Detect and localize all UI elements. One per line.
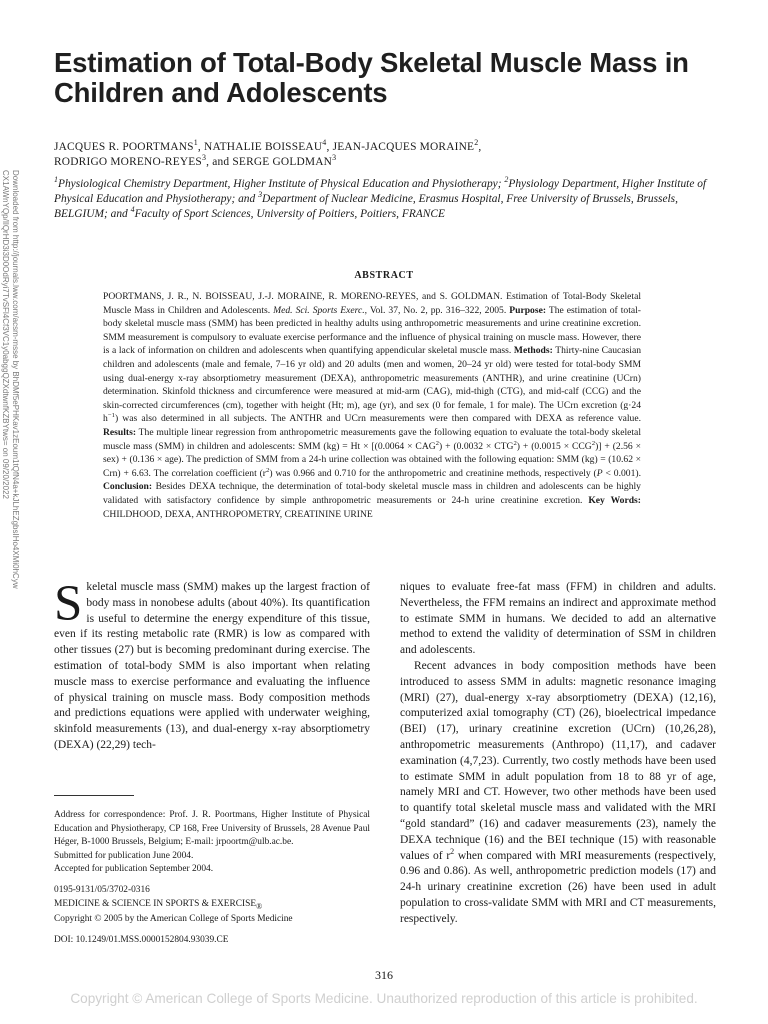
abstract-journal: Med. Sci. Sports Exerc., <box>273 304 368 316</box>
body-paragraph <box>400 659 716 928</box>
author-name: JACQUES R. POORTMANS <box>54 141 194 153</box>
author-name: SERGE GOLDMAN <box>232 156 333 168</box>
affiliation-number: 2 <box>504 175 509 185</box>
keywords-text: CHILDHOOD, DEXA, ANTHROPOMETRY, CREATININE URINE <box>103 508 373 520</box>
body-column-right <box>400 580 716 928</box>
results-text: ) + (0.0032 × CTG <box>439 440 514 452</box>
download-notice-line-1: Downloaded from http://journals.lww.com/acsm-msse by BhDMf5ePHKav1zEoum1tQfN4a+kJLhEZgbsIHo4XMi0hCyw <box>11 170 20 589</box>
trademark: ® <box>256 901 263 911</box>
superscript: −1 <box>107 412 115 420</box>
purpose-text: The estimation of total-body skeletal muscle mass (SMM) has been predicted in healthy adults using anthropometric measurements and urine creatinine excretion. SMM measurement is compulsory to evaluate exercise performance and the influence of physical training on muscle mass. However, there is a lack of information on children and adolescents when quantifying appendicular skeletal muscle mass. <box>103 304 641 357</box>
affiliation-text: Department of Nuclear Medicine, Erasmus Hospital, Free University of Brussels, Brussels, BELGIUM; and <box>54 193 678 220</box>
author-name: NATHALIE BOISSEAU <box>204 141 323 153</box>
accepted-note: Accepted for publication September 2004. <box>54 864 214 875</box>
page-number: 316 <box>375 968 393 982</box>
keywords-label: Key Words: <box>588 494 641 506</box>
drop-cap: S <box>54 576 83 632</box>
abstract-body <box>103 290 641 521</box>
author-affiliation-mark: 1 <box>193 138 198 148</box>
doi: DOI: 10.1249/01.MSS.0000152804.93039.CE <box>54 934 229 945</box>
abstract-heading: ABSTRACT <box>354 270 414 281</box>
results-label: Results: <box>103 426 137 438</box>
copyright-watermark: Copyright © American College of Sports Medicine. Unauthorized reproduction of this article is prohibited. <box>70 991 698 1006</box>
issn: 0195-9131/05/3702-0316 <box>54 884 150 895</box>
conclusion-text: Besides DEXA technique, the determination of total-body skeletal muscle mass in children and adolescents can be highly validated with satisfactory confidence by simple anthropometric measurements or 24-h urine creatinine excretion. <box>103 481 641 506</box>
methods-text: Thirty-nine Caucasian children and adolescents (male and female, 7–16 yr old) and 20 adults (men and women, 20–24 yr old) were tested for total-body SMM using dual-energy x-ray absorptiometry measurement (DEXA), anthropometric measurements (ANTHR), and urine creatinine (UCrn) determination. Skinfold thickness and circumference were measured at mid-arm (CAG), mid-thigh (CTG), and mid-calf (CCG) and the skin-corrected circumferences (cm), together with height (Ht; m), age (yr), and sex (0 for female, 1 for male). The UCrn excretion (g·24 h <box>103 345 641 425</box>
body-paragraph <box>54 576 370 754</box>
download-notice-line-2: CX1AWnYQp/IlQrHD3i3D0OdRyi7TvSFl4Cf3VC1y0abggQZXdtwnfKZBYtws= on 09/20/2022 <box>1 170 10 499</box>
results-text: ) + (0.0015 × CCG <box>516 440 592 452</box>
footnotes <box>54 809 370 947</box>
author-list: JACQUES R. POORTMANS$^1$, NATHALIE BOISSEAU$^4$, JEAN-JACQUES MORAINE$^2$, RODRIGO MORENO-REYES$^3$, and SERGE GOLDMAN$^3$ <box>54 138 482 168</box>
methods-label: Methods: <box>513 345 553 357</box>
copyright: Copyright © 2005 by the American College of Sports Medicine <box>54 914 293 925</box>
results-text: ) was 0.966 and 0.710 for the anthropometric and creatinine methods, respectively ( <box>269 467 597 479</box>
methods-text: ) was also determined in all subjects. The ANTHR and UCrn measurements were then compared with DEXA as reference value. <box>114 413 641 425</box>
author-affiliation-mark: 2 <box>474 138 479 148</box>
affiliation-number: 4 <box>130 205 135 215</box>
superscript: 2 <box>450 846 455 856</box>
author-joiner: and <box>212 156 230 168</box>
author-affiliation-mark: 3 <box>332 153 337 163</box>
affiliation-text: Physiological Chemistry Department, Higher Institute of Physical Education and Physiotherapy; <box>57 178 502 190</box>
body-paragraph: niques to evaluate free-fat mass (FFM) in children and adults. Nevertheless, the FFM remains an indirect and approximate method to estimate SMM in humans. We decided to add an alternative method to extend the validity of determination of SSM in children and adolescents. <box>400 581 716 657</box>
superscript: 2 <box>435 439 440 447</box>
affiliation-number: 1 <box>54 175 58 185</box>
affiliation-text: Physiology Department, Higher Institute of Physical Education and Physiotherapy; and <box>54 178 707 205</box>
results-text: )] + (2.56 × sex) + (0.136 × age). The prediction of SMM from a 24-h urine collection was obtained with the following equation: SMM (kg) = (10.62 × Crn) + 6.63. The correlation coefficient (r <box>103 440 642 479</box>
p-symbol: P <box>596 467 603 479</box>
affiliation-number: 3 <box>258 190 263 200</box>
author-affiliation-mark: 4 <box>322 138 327 148</box>
correspondence-note: Address for correspondence: Prof. J. R. Poortmans, Higher Institute of Physical Education and Physiotherapy, CP 168, Free University of Brussels, 28 Avenue Paul Héger, B-1000 Brussels, Belgium; E-mail: jrpoortm@ulb.ac.be. <box>54 810 370 848</box>
journal-name <box>54 898 370 913</box>
affiliation-text: Faculty of Sport Sciences, University of Poitiers, Poitiers, FRANCE <box>134 208 445 220</box>
body-column-left <box>54 576 370 754</box>
author-name: JEAN-JACQUES MORAINE <box>332 141 475 153</box>
journal-name-text: MEDICINE & SCIENCE IN SPORTS & EXERCISE <box>54 898 257 909</box>
superscript: 2 <box>266 466 270 474</box>
paragraph-text: Recent advances in body composition methods have been introduced to assess SMM in adults: magnetic resonance imaging (MRI) (27), dual-energy x-ray absorptiometry (DEXA) (12,16), computerized axial tomography (CT) (26), bioelectrical impedance (BEI) (17), urinary creatinine excretion (UCrn) (10,26,28), anthropometric measurements (Anthropo) (11,17), and cadaver examination (4,7,23). Currently, two costly methods have been used to estimate SMM in adult population from 18 to 88 yr of age, namely MRI and CT. However, two other methods have been used to quantify total skeletal muscle mass and validated with the MRI “gold standard” (16) and cadaver measurements (23), namely the DEXA technique (16) and the BEI technique (15) with reasonable values of r <box>400 659 716 862</box>
affiliations <box>54 177 716 222</box>
superscript: 2 <box>591 439 596 447</box>
purpose-label: Purpose: <box>509 304 547 316</box>
author-name: RODRIGO MORENO-REYES <box>54 156 202 168</box>
footnote-divider <box>54 795 134 796</box>
download-notice <box>1 170 20 620</box>
abstract-citation: POORTMANS, J. R., N. BOISSEAU, J.-J. MORAINE, R. MORENO-REYES, and S. GOLDMAN. Estimation of Total-Body Skeletal Muscle Mass in Children and Adolescents. <box>103 291 641 316</box>
results-text: < 0.001). <box>605 467 641 479</box>
submitted-note: Submitted for publication June 2004. <box>54 850 194 861</box>
author-affiliation-mark: 3 <box>201 153 207 163</box>
article-title: Estimation of Total-Body Skeletal Muscle Mass in Children and Adolescents <box>54 47 689 108</box>
paragraph-text: keletal muscle mass (SMM) makes up the largest fraction of body mass in nonobese adults (about 40%). Its quantification is useful to determine the energy expenditure of this tissue, even if its resting metabolic rate (RMR) is low as compared with other tissues (27) but is becoming predominant during exercise. The estimation of total-body SMM is also important when relating muscle mass to exercise performance and evaluating the influence of physical training on muscle mass. Body composition methods and predictions equations were applied with underwater weighing, skinfold measurements (13), and dual-energy x-ray absorptiometry (DEXA) (22,29) tech- <box>54 581 370 751</box>
superscript: 2 <box>513 439 517 447</box>
results-text: The multiple linear regression from anthropometric measurements gave the following equation to evaluate the total-body skeletal muscle mass (SMM) in children and adolescents: SMM (kg) = Ht × [(0.0064 × CAG <box>103 426 641 452</box>
conclusion-label: Conclusion: <box>103 481 153 493</box>
abstract-volume: Vol. 37, No. 2, pp. 316–322, 2005. <box>369 304 507 316</box>
paragraph-text: when compared with MRI measurements (respectively, 0.96 and 0.86). As well, anthropometric prediction models (17) and 24-h urinary creatinine excretion (26) have been used in adult population to cross-validate SMM with MRI and CT measurements, respectively. <box>400 849 716 925</box>
